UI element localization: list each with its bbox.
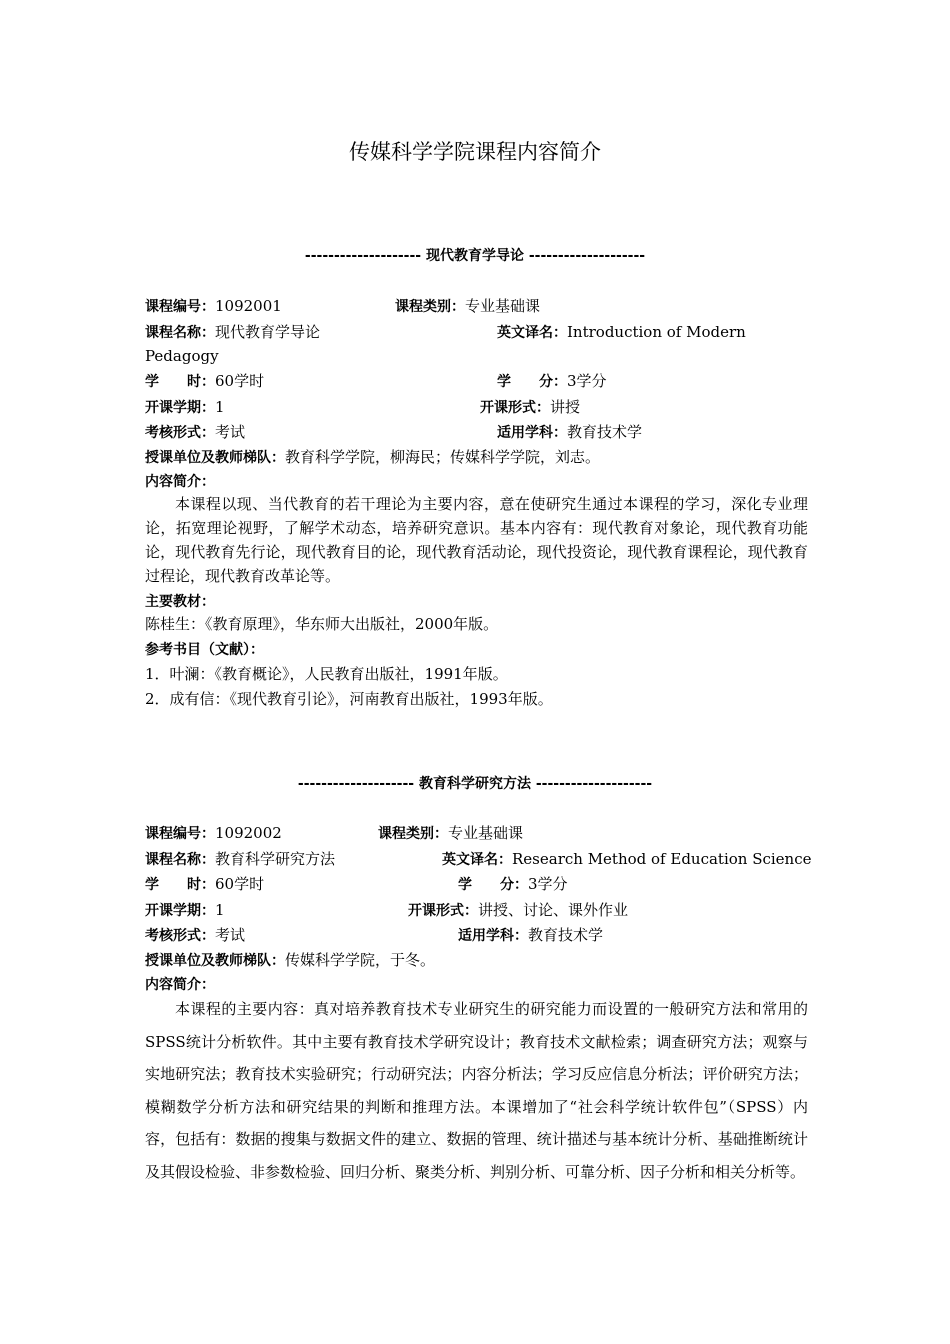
english-label: 英文译名： [442,852,512,868]
course-2-credits-row [458,874,568,895]
course-1-textbook: 陈桂生：《教育原理》，华东师大出版社，2000年版。 [145,615,499,633]
semester-value: 1 [215,398,225,416]
semester-label: 开课学期： [145,903,215,919]
code-value: 1092001 [215,297,282,315]
course-2-name-row [145,849,335,870]
credits-label: 学 分： [497,374,567,390]
reference-item: 1．叶澜：《教育概论》，人民教育出版社，1991年版。 [145,665,508,683]
hours-value: 60学时 [215,875,265,893]
name-value: 现代教育学导论 [215,323,321,341]
exam-label: 考核形式： [145,928,215,944]
course-2-exam-row [145,925,245,946]
category-label: 课程类别： [378,826,448,842]
course-1-refs-label [145,639,264,660]
course-2-unit-row [145,950,435,971]
course-1-separator: -------------------- 现代教育学导论 -------------------- [304,248,646,264]
course-1-name-row [145,322,320,343]
subject-value: 教育技术学 [528,926,604,944]
course-1-exam-row [145,422,245,443]
credits-value: 3学分 [567,372,607,390]
course-1-category-row [395,296,540,317]
course-2-subject-row [458,925,603,946]
course-1-semester-row [145,397,225,418]
content-label: 内容简介： [145,474,215,490]
form-label: 开课形式： [480,400,550,416]
reference-item: 2．成有信：《现代教育引论》，河南教育出版社，1993年版。 [145,690,553,708]
hours-value: 60学时 [215,372,265,390]
unit-label: 授课单位及教师梯队： [145,953,285,969]
course-2-content-label [145,974,215,995]
hours-label: 学 时： [145,374,215,390]
form-value: 讲授、讨论、课外作业 [478,901,629,919]
exam-value: 考试 [215,423,246,441]
english-value: Introduction of Modern [567,323,746,341]
code-label: 课程编号： [145,826,215,842]
course-1-english-row [497,322,746,343]
unit-value: 教育科学学院，柳海民；传媒科学学院，刘志。 [285,448,601,466]
hours-label: 学 时： [145,877,215,893]
credits-value: 3学分 [528,875,568,893]
code-label: 课程编号： [145,299,215,315]
course-1-unit-row [145,447,600,468]
course-2-category-row [378,823,523,844]
course-1-english-continued: Pedagogy [145,347,219,365]
english-value: Research Method of Education Science [512,850,812,868]
course-1-content-label [145,471,215,492]
course-2-hours-row [145,874,264,895]
unit-label: 授课单位及教师梯队： [145,450,285,466]
content-label: 内容简介： [145,977,215,993]
course-1-code-row [145,296,282,317]
course-2-semester-row [145,900,225,921]
course-2-code-row [145,823,282,844]
english-label: 英文译名： [497,325,567,341]
exam-value: 考试 [215,926,246,944]
semester-label: 开课学期： [145,400,215,416]
subject-label: 适用学科： [497,425,567,441]
course-1-textbook-label [145,591,215,612]
course-1-credits-row [497,371,607,392]
refs-label: 参考书目（文献）： [145,642,264,658]
name-label: 课程名称： [145,325,215,341]
course-2-english-row [442,849,812,870]
course-2-form-row [408,900,628,921]
page-title: 传媒科学学院课程内容简介 [349,140,601,164]
course-1-subject-row [497,422,642,443]
code-value: 1092002 [215,824,282,842]
name-label: 课程名称： [145,852,215,868]
course-1-content-paragraph: 本课程以现、当代教育的若干理论为主要内容，意在使研究生通过本课程的学习，深化专业理论，拓宽理论视野，了解学术动态，培养研究意识。基本内容有：现代教育对象论，现代教育功能论，现代教育先行论，现代教育目的论，现代教育活动论，现代投资论，现代教育课程论，现代教育过程论，现代教育改革论等。 [145,495,808,585]
credits-label: 学 分： [458,877,528,893]
category-value: 专业基础课 [448,824,524,842]
form-label: 开课形式： [408,903,478,919]
course-2-content-paragraph: 本课程的主要内容：真对培养教育技术专业研究生的研究能力而设置的一般研究方法和常用的SPSS统计分析软件。其中主要有教育技术学研究设计；教育技术文献检索；调查研究方法；观察与实地研究法；教育技术实验研究；行动研究法；内容分析法；学习反应信息分析法；评价研究方法；模糊数学分析方法和研究结果的判断和推理方法。本课增加了“社会科学统计软件包”（SPSS）内容，包括有：数据的搜集与数据文件的建立、数据的管理、统计描述与基本统计分析、基础推断统计及其假设检验、非参数检验、回归分析、聚类分析、判别分析、可靠分析、因子分析和相关分析等。 [145,1000,808,1181]
unit-value: 传媒科学学院，于冬。 [285,951,436,969]
form-value: 讲授 [550,398,581,416]
exam-label: 考核形式： [145,425,215,441]
course-1-hours-row [145,371,264,392]
subject-label: 适用学科： [458,928,528,944]
course-2-separator: -------------------- 教育科学研究方法 -------------------- [297,776,653,792]
textbook-label: 主要教材： [145,594,215,610]
subject-value: 教育技术学 [567,423,643,441]
name-value: 教育科学研究方法 [215,850,336,868]
category-label: 课程类别： [395,299,465,315]
semester-value: 1 [215,901,225,919]
course-1-form-row [480,397,580,418]
category-value: 专业基础课 [465,297,541,315]
